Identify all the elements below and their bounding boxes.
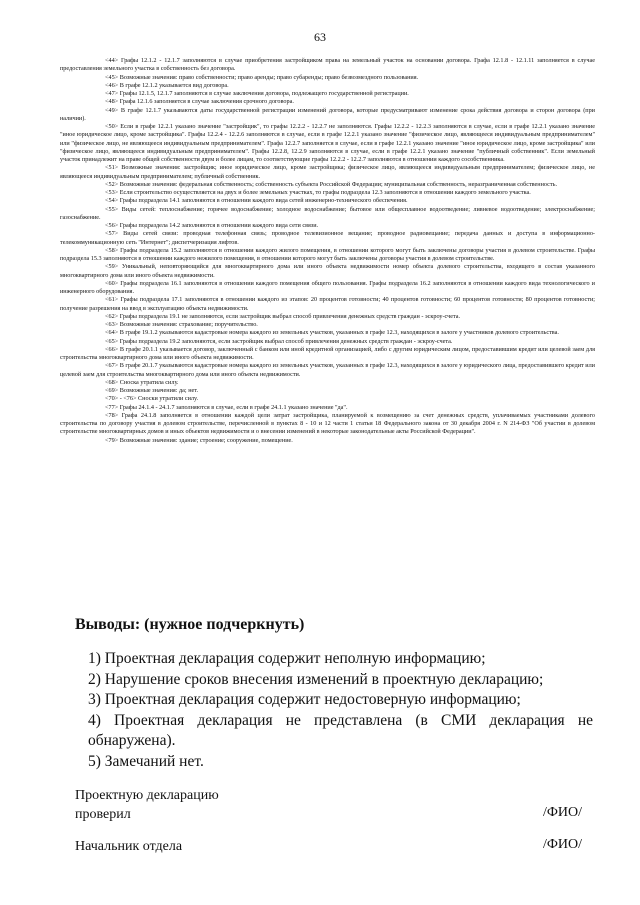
conclusions-title: Выводы: (нужное подчеркнуть) <box>75 616 305 633</box>
footnote-55: <55> Виды сетей: теплоснабжение; горячее водоснабжение; холодное водоснабжение; бытовое или общесплавное водоотведение; ливневое водоотведение; электроснабжение; газоснабжение. <box>60 205 595 221</box>
footnotes-block <box>60 57 595 445</box>
footnote-65: <65> Графы подраздела 19.2 заполняются, если застройщик выбрал способ привлечения денежных средств граждан - эскроу-счета. <box>105 337 453 345</box>
footnote-77: <77> Графы 24.1.4 - 24.1.7 заполняются в случае, если в графе 24.1.1 указано значение "да". <box>105 403 348 411</box>
checker-label-line2: проверил <box>75 807 131 822</box>
footnote-48: <48> Графа 12.1.6 заполняется в случае заключения срочного договора. <box>105 98 294 106</box>
footnote-79: <79> Возможные значения: здание; строение; сооружение, помещение. <box>105 436 293 444</box>
footnote-47: <47> Графы 12.1.5, 12.1.7 заполняются в случае заключения договора, подлежащего государственной регистрации. <box>105 90 409 97</box>
footnote-61: <61> Графы подраздела 17.1 заполняются в отношении каждого из этапов: 20 процентов готовности; 40 процентов готовности; 60 процентов готовности; 80 процентов готовности; получение разрешения на ввод в эксплуатацию объекта недвижимости. <box>60 296 595 312</box>
footnote-51: <51> Возможные значения: застройщик; иное юридическое лицо, кроме застройщика; физическое лицо, являющееся индивидуальным предпринимателем; физическое лицо, не являющееся индивидуальным предпринимателем; публичный собственник. <box>60 164 595 180</box>
footnote-64: <64> В графе 19.1.2 указываются кадастровые номера каждого из земельных участков, указанных в графе 12.3, находящихся в залоге у участников долевого строительства. <box>105 329 559 337</box>
head-fio: /ФИО/ <box>542 837 582 852</box>
head-label: Начальник отдела <box>75 839 183 854</box>
footnote-52: <52> Возможные значения: федеральная собственность; собственность субъекта Российской Федерации; муниципальная собственность, неразграниченная собственность. <box>105 180 557 188</box>
footnote-59: <59> Уникальный, неповторяющийся для многоквартирного дома или иного объекта недвижимости номер объекта долевого строительства, входящего в состав указанного многоквартирного дома или иного объекта недвижимости. <box>60 263 595 279</box>
footnote-46: <46> В графе 12.1.2 указывается вид договора. <box>105 81 229 89</box>
footnote-68: <68> Сноска утратила силу. <box>105 378 179 386</box>
footnote-63: <63> Возможные значения: страхование; поручительство. <box>105 321 258 328</box>
footnote-60: <60> Графы подраздела 16.1 заполняются в отношении каждого помещения общего пользования. Графы подраздела 16.2 заполняются в отношении каждого вида технологического и инженерного оборудования. <box>60 279 595 295</box>
footnote-78: <78> Графа 24.1.8 заполняется в отношении каждой цели затрат застройщика, планируемой к возмещению за счет денежных средств, уплачиваемых участниками долевого строительства по договору участия в долевом строительстве, перечисленной в пунктах 8 - 10 и 12 части 1 статьи 18 Федерального закона от 30 декабря 2004 г. N 214-ФЗ "Об участии в долевом строительстве многоквартирных домов и иных объектов недвижимости и о внесении изменений в некоторые законодательные акты Российской Федерации". <box>60 411 595 436</box>
footnote-44: <44> Графы 12.1.2 - 12.1.7 заполняются в случае приобретения застройщиком права на земельный участок на основании договора. Графа 12.1.8 - 12.1.11 заполняется в случае предоставления земельного участка в собственность без договора. <box>60 57 595 73</box>
checker-label-line1: Проектную декларацию <box>75 788 219 803</box>
conclusion-item: 5) Замечаний нет. <box>88 752 204 770</box>
footnote-67: <67> В графе 20.1.7 указываются кадастровые номера каждого из земельных участков, указанных в графе 12.3, находящихся в залоге у юридического лица, предоставившего кредит или целевой заем для строительства многоквартирного дома или иного объекта недвижимости. <box>60 362 595 378</box>
footnote-54: <54> Графы подраздела 14.1 заполняются в отношении каждого вида сетей инженерно-технического обеспечения. <box>105 197 408 205</box>
checker-signature <box>75 786 219 824</box>
conclusion-item: 3) Проектная декларация содержит недостоверную информацию; <box>88 691 521 708</box>
footnote-69: <69> Возможные значения: да; нет. <box>105 387 199 394</box>
footnote-57: <57> Виды сетей связи: проводная телефонная связь; проводное телевизионное вещание; проводное радиовещание; передача данных и доступа в информационно-телекоммуникационную сеть "Интернет"; диспетчеризация лифтов. <box>60 230 595 246</box>
conclusion-item: 2) Нарушение сроков внесения изменений в проектную декларацию; <box>88 670 544 688</box>
footnote-66: <66> В графе 20.1.1 указывается договор, заключенный с банком или иной кредитной организацией, либо с другим юридическим лицом, предоставившим кредит или целевой заем для строительства многоквартирного дома или иного объекта недвижимости. <box>60 345 595 361</box>
conclusion-item: 1) Проектная декларация содержит неполную информацию; <box>88 650 486 667</box>
footnote-53: <53> Если строительство осуществляется на двух и более земельных участках, то графы подраздела 12.3 заполняются в отношении каждого земельного участка. <box>105 189 531 196</box>
footnote-45: <45> Возможные значения: право собственности; право аренды; право субаренды; право безвозмездного пользования. <box>105 73 419 81</box>
footnote-62: <62> Графы подраздела 19.1 не заполняются, если застройщик выбрал способ привлечения денежных средств граждан - эскроу-счета. <box>105 312 461 320</box>
conclusions-list <box>88 649 593 772</box>
footnote-58: <58> Графы подраздела 15.2 заполняются в отношении каждого жилого помещения, в отношении которого могут быть заключены договоры участия в долевом строительстве. Графы подраздела 15.3 заполняются в отношении каждого нежилого помещения, в отношении которого могут быть заключены договоры участия в долевом строительстве. <box>60 246 595 262</box>
checker-fio: /ФИО/ <box>542 805 582 820</box>
footnote-70-76: <70> - <76> Сноски утратили силу. <box>105 395 199 403</box>
conclusion-item: 4) Проектная декларация не представлена (в СМИ декларация не обнаружена). <box>88 711 593 749</box>
footnote-56: <56> Графы подраздела 14.2 заполняются в отношении каждого вида сети связи. <box>105 222 319 229</box>
footnote-50: <50> Если в графе 12.2.1 указано значение "застройщик", то графы 12.2.2 - 12.2.7 не заполняются. Графы 12.2.2 - 12.2.3 заполняются в случае, если в графе 12.2.1 указано значение "иное юридическое лицо, кроме застройщика". Графы 12.2.4 - 12.2.6 заполняются в случае, если в графе 12.2.1 указано значение "физическое лицо, являющееся индивидуальным предпринимателем" или "физическое лицо, не являющееся индивидуальным предпринимателем". Графа 12.2.7 заполняется в случае, если в графе 12.2.1 указано значение "иное юридическое лицо, кроме застройщика" или "физическое лицо, являющееся индивидуальным предпринимателем". Графы 12.2.8, 12.2.9 заполняются в случае, если в графе 12.2.1 указано значение "публичный собственник". Если земельный участок принадлежит на праве общей собственности двум и более лицам, то соответствующие графы 12.2.2 - 12.2.7 заполняются в отношении каждого сособственника. <box>60 123 595 163</box>
head-signature <box>75 837 182 856</box>
footnote-49: <49> В графе 12.1.7 указываются даты государственной регистрации изменений договора, которые предусматривают изменение срока действия договора и сторон договора (при наличии). <box>60 106 595 122</box>
page-number: 63 <box>314 30 326 44</box>
